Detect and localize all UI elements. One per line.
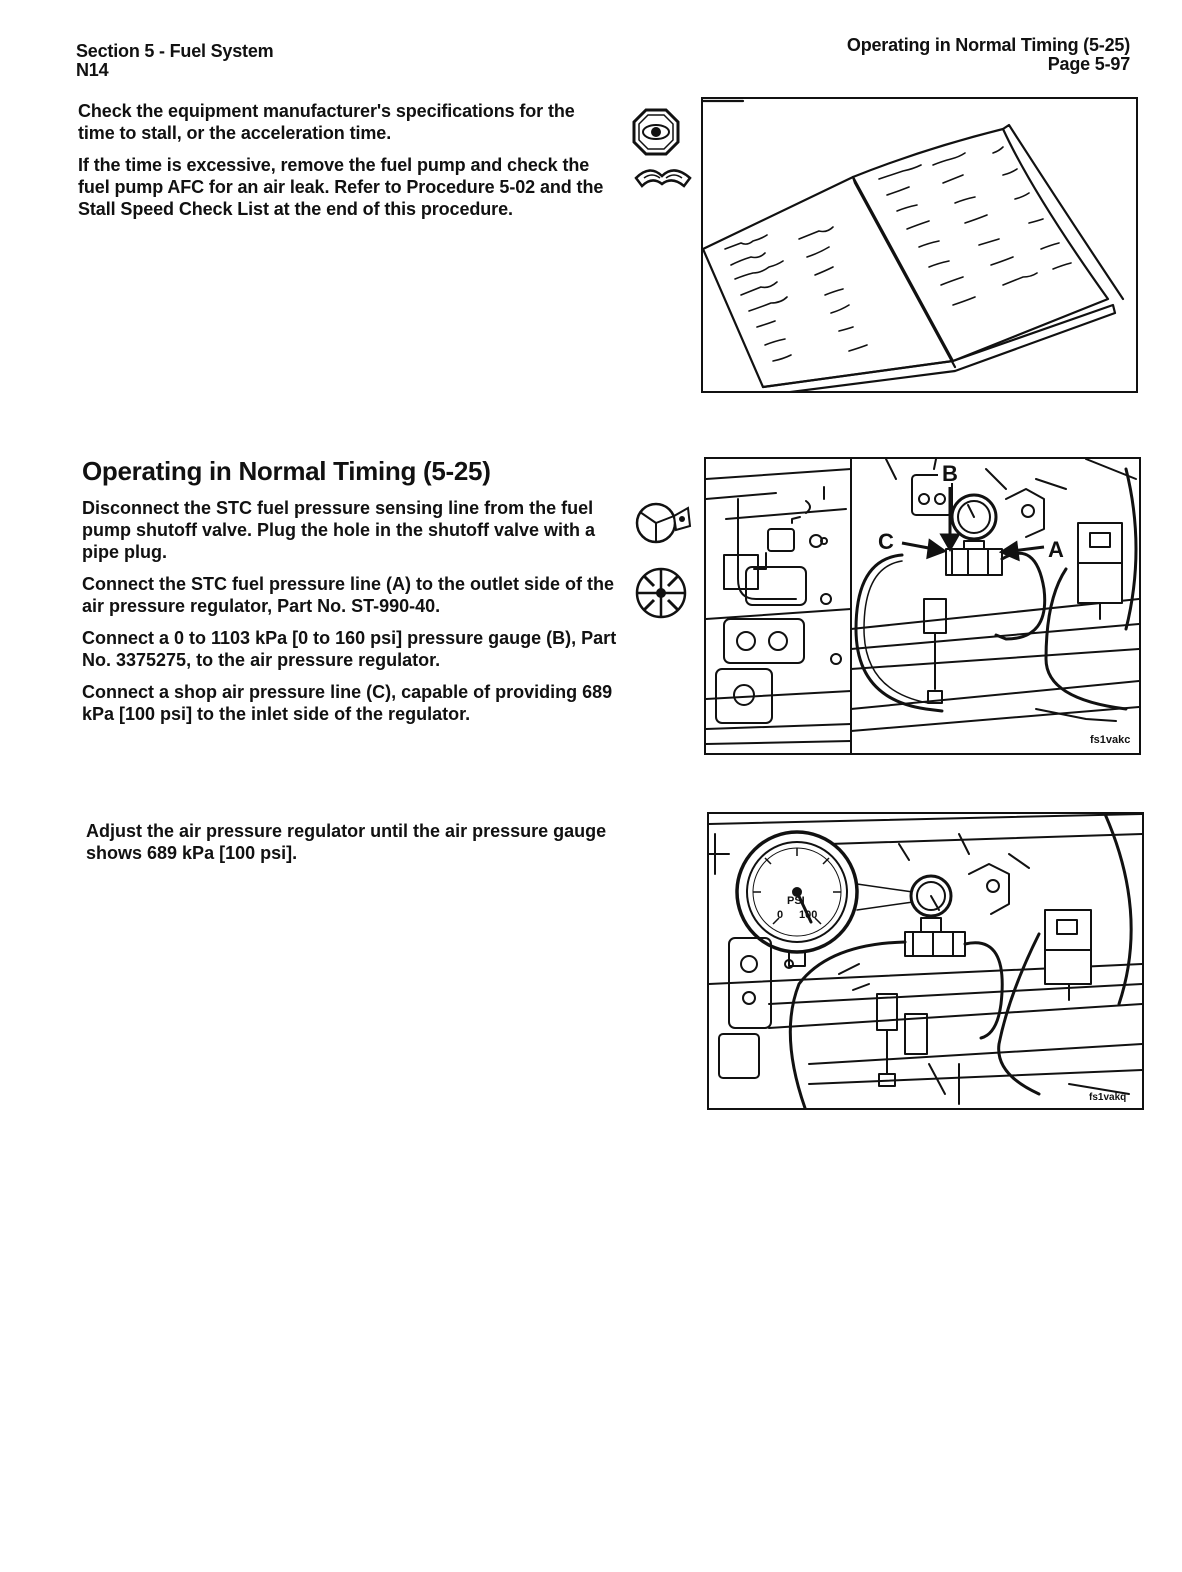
callout-a: A [1048,537,1064,562]
instruction-paragraph: Disconnect the STC fuel pressure sensing line from the fuel pump shutoff valve. Plug the hole in the shutoff valve with a pipe plug. [82,498,596,562]
gauge-value-label: 100 [799,909,818,921]
callout-b: B [942,461,958,486]
block2-text [82,456,622,725]
procedure-title-header: Operating in Normal Timing (5-25) [846,35,1130,55]
manual-reference-icon [632,160,694,194]
inspect-icon [632,108,680,156]
instruction-paragraph: If the time is excessive, remove the fuel pump and check the fuel pump AFC for an air leak. Refer to Procedure 5-02 and the Stall Speed Check List at the end of this procedure. [78,155,604,219]
block1-text [78,100,608,220]
gauge-unit-label: PSI [787,895,805,907]
section-title: Section 5 - Fuel System [76,41,274,61]
engine-model: N14 [76,60,109,80]
instruction-paragraph: Adjust the air pressure regulator until the air pressure gauge shows 689 kPa [100 psi]. [86,821,607,863]
disconnect-icon [634,498,692,548]
gauge-zero-label: 0 [777,909,784,921]
figure-code: fs1vakc [1090,734,1131,746]
open-manual-illustration [701,97,1138,393]
gauge-reading-illustration [707,812,1144,1110]
section-heading: Operating in Normal Timing (5-25) [82,456,491,486]
instruction-paragraph: Check the equipment manufacturer's specifications for the time to stall, or the acceleration time. [78,101,575,143]
callout-c: C [878,529,894,554]
assembly-icon [634,566,688,620]
instruction-paragraph: Connect a shop air pressure line (C), capable of providing 689 kPa [100 psi] to the inlet side of the regulator. [82,682,613,724]
page-number: Page 5-97 [1047,54,1130,74]
instruction-paragraph: Connect a 0 to 1103 kPa [0 to 160 psi] pressure gauge (B), Part No. 3375275, to the air pressure regulator. [82,628,617,670]
block3-text [86,820,616,864]
regulator-setup-illustration [704,457,1141,755]
figure-code: fs1vakq [1089,1092,1127,1103]
instruction-paragraph: Connect the STC fuel pressure line (A) to the outlet side of the air pressure regulator, Part No. ST-990-40. [82,574,615,616]
